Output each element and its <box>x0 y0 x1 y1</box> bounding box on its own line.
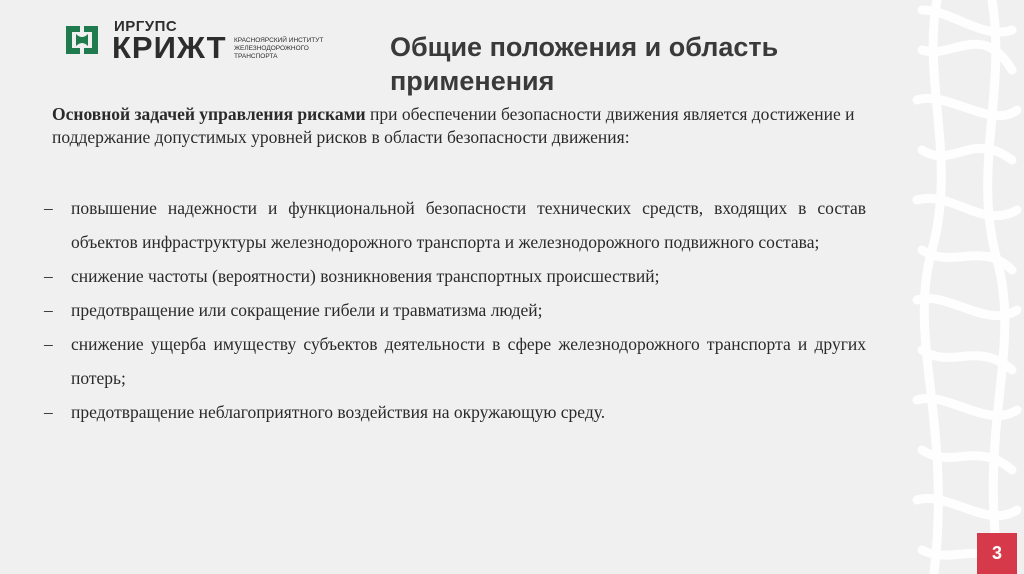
intro-text: при обеспечении безопасности движения является достижение и поддержание допустимых уровней рисков в области безопасности движения: <box>52 104 855 147</box>
list-item <box>44 259 866 293</box>
list-item <box>44 293 866 327</box>
list-item <box>44 395 866 429</box>
logo <box>62 18 352 66</box>
decorative-wave-pattern <box>912 0 1024 574</box>
bullet-dash: – <box>44 402 53 422</box>
bullet-dash: – <box>44 198 53 218</box>
list-item-text: снижение ущерба имуществу субъектов деятельности в сфере железнодорожного транспорта и других потерь; <box>71 334 866 388</box>
intro-bold: Основной задачей управления рисками <box>52 104 366 124</box>
logo-main-text: КРИЖТ <box>112 30 227 65</box>
list-item-text: повышение надежности и функциональной безопасности технических средств, входящих в состав объектов инфраструктуры железнодорожного транспорта и железнодорожного подвижного состава; <box>71 198 866 252</box>
bullet-dash: – <box>44 300 53 320</box>
list-item-text: предотвращение или сокращение гибели и травматизма людей; <box>71 300 543 320</box>
bullet-dash: – <box>44 266 53 286</box>
slide-title: Общие положения и область применения <box>390 32 779 96</box>
page-number-badge: 3 <box>977 533 1017 574</box>
list-item <box>44 327 866 395</box>
intro-paragraph <box>52 103 922 149</box>
list-item <box>44 191 866 259</box>
list-item-text: снижение частоты (вероятности) возникновения транспортных происшествий; <box>71 266 660 286</box>
logo-top-text: ИРГУПС <box>114 18 178 35</box>
bullet-dash: – <box>44 334 53 354</box>
list-item-text: предотвращение неблагоприятного воздействия на окружающую среду. <box>71 402 606 422</box>
logo-subtitle: КРАСНОЯРСКИЙ ИНСТИТУТ ЖЕЛЕЗНОДОРОЖНОГО ТРАНСПОРТА <box>234 37 324 60</box>
bullet-list <box>44 191 866 429</box>
logo-mark-icon <box>62 20 102 60</box>
